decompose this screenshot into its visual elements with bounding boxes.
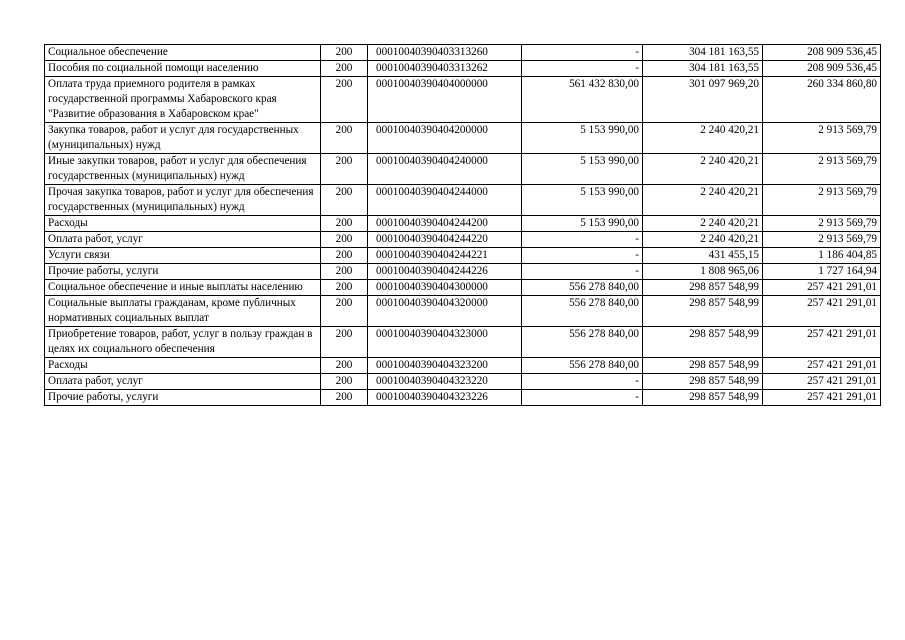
- row-plan-value-cell: -: [522, 264, 643, 280]
- row-kbk-cell: 00010040390404300000: [368, 280, 522, 296]
- row-executed-value-cell: 298 857 548,99: [643, 327, 763, 358]
- row-code-cell: 200: [321, 185, 368, 216]
- row-plan-value-cell: 5 153 990,00: [522, 123, 643, 154]
- row-code-cell: 200: [321, 280, 368, 296]
- row-remaining-value-cell: 257 421 291,01: [763, 280, 881, 296]
- table-body: [45, 45, 881, 406]
- row-code-cell: 200: [321, 61, 368, 77]
- table-row: [45, 45, 881, 61]
- row-plan-value-cell: -: [522, 61, 643, 77]
- row-remaining-value-cell: 2 913 569,79: [763, 185, 881, 216]
- row-executed-value-cell: 304 181 163,55: [643, 61, 763, 77]
- row-plan-value-cell: 556 278 840,00: [522, 280, 643, 296]
- table-row: [45, 154, 881, 185]
- row-code-cell: 200: [321, 154, 368, 185]
- row-executed-value-cell: 304 181 163,55: [643, 45, 763, 61]
- row-kbk-cell: 00010040390404320000: [368, 296, 522, 327]
- table-row: [45, 264, 881, 280]
- table-row: [45, 358, 881, 374]
- table-row: [45, 61, 881, 77]
- row-name-cell: Расходы: [45, 358, 321, 374]
- row-executed-value-cell: 2 240 420,21: [643, 232, 763, 248]
- row-remaining-value-cell: 2 913 569,79: [763, 232, 881, 248]
- row-remaining-value-cell: 2 913 569,79: [763, 216, 881, 232]
- row-executed-value-cell: 301 097 969,20: [643, 77, 763, 123]
- row-plan-value-cell: 556 278 840,00: [522, 296, 643, 327]
- row-remaining-value-cell: 1 186 404,85: [763, 248, 881, 264]
- row-name-cell: Социальное обеспечение: [45, 45, 321, 61]
- row-plan-value-cell: -: [522, 390, 643, 406]
- row-executed-value-cell: 2 240 420,21: [643, 216, 763, 232]
- row-code-cell: 200: [321, 390, 368, 406]
- row-name-cell: Прочая закупка товаров, работ и услуг для обеспечения государственных (муниципальных) нужд: [45, 185, 321, 216]
- row-kbk-cell: 00010040390404244000: [368, 185, 522, 216]
- row-kbk-cell: 00010040390404323200: [368, 358, 522, 374]
- row-kbk-cell: 00010040390404244220: [368, 232, 522, 248]
- row-plan-value-cell: 556 278 840,00: [522, 358, 643, 374]
- row-kbk-cell: 00010040390404244221: [368, 248, 522, 264]
- table-row: [45, 232, 881, 248]
- budget-table: [44, 44, 881, 406]
- row-executed-value-cell: 298 857 548,99: [643, 358, 763, 374]
- row-name-cell: Расходы: [45, 216, 321, 232]
- row-plan-value-cell: 561 432 830,00: [522, 77, 643, 123]
- row-name-cell: Услуги связи: [45, 248, 321, 264]
- table-row: [45, 77, 881, 123]
- row-kbk-cell: 00010040390404323000: [368, 327, 522, 358]
- row-name-cell: Пособия по социальной помощи населению: [45, 61, 321, 77]
- row-executed-value-cell: 2 240 420,21: [643, 123, 763, 154]
- row-remaining-value-cell: 257 421 291,01: [763, 296, 881, 327]
- row-plan-value-cell: -: [522, 248, 643, 264]
- row-kbk-cell: 00010040390403313260: [368, 45, 522, 61]
- row-executed-value-cell: 431 455,15: [643, 248, 763, 264]
- row-code-cell: 200: [321, 232, 368, 248]
- row-kbk-cell: 00010040390404200000: [368, 123, 522, 154]
- row-name-cell: Оплата работ, услуг: [45, 374, 321, 390]
- row-name-cell: Прочие работы, услуги: [45, 390, 321, 406]
- row-code-cell: 200: [321, 45, 368, 61]
- table-row: [45, 374, 881, 390]
- row-executed-value-cell: 2 240 420,21: [643, 154, 763, 185]
- row-code-cell: 200: [321, 216, 368, 232]
- table-row: [45, 280, 881, 296]
- row-remaining-value-cell: 257 421 291,01: [763, 358, 881, 374]
- table-row: [45, 123, 881, 154]
- row-code-cell: 200: [321, 248, 368, 264]
- row-executed-value-cell: 298 857 548,99: [643, 390, 763, 406]
- row-executed-value-cell: 298 857 548,99: [643, 280, 763, 296]
- row-code-cell: 200: [321, 77, 368, 123]
- row-executed-value-cell: 298 857 548,99: [643, 374, 763, 390]
- row-executed-value-cell: 298 857 548,99: [643, 296, 763, 327]
- row-kbk-cell: 00010040390404323220: [368, 374, 522, 390]
- row-remaining-value-cell: 2 913 569,79: [763, 154, 881, 185]
- row-name-cell: Закупка товаров, работ и услуг для государственных (муниципальных) нужд: [45, 123, 321, 154]
- row-kbk-cell: 00010040390404244226: [368, 264, 522, 280]
- table-row: [45, 216, 881, 232]
- row-remaining-value-cell: 2 913 569,79: [763, 123, 881, 154]
- row-kbk-cell: 00010040390404323226: [368, 390, 522, 406]
- row-plan-value-cell: -: [522, 232, 643, 248]
- row-code-cell: 200: [321, 358, 368, 374]
- row-code-cell: 200: [321, 296, 368, 327]
- row-remaining-value-cell: 260 334 860,80: [763, 77, 881, 123]
- row-plan-value-cell: -: [522, 374, 643, 390]
- row-plan-value-cell: -: [522, 45, 643, 61]
- row-plan-value-cell: 5 153 990,00: [522, 216, 643, 232]
- row-name-cell: Социальные выплаты гражданам, кроме публичных нормативных социальных выплат: [45, 296, 321, 327]
- row-plan-value-cell: 5 153 990,00: [522, 154, 643, 185]
- row-remaining-value-cell: 257 421 291,01: [763, 390, 881, 406]
- row-name-cell: Приобретение товаров, работ, услуг в пользу граждан в целях их социального обеспечения: [45, 327, 321, 358]
- row-kbk-cell: 00010040390404244200: [368, 216, 522, 232]
- row-remaining-value-cell: 257 421 291,01: [763, 327, 881, 358]
- row-remaining-value-cell: 1 727 164,94: [763, 264, 881, 280]
- row-remaining-value-cell: 208 909 536,45: [763, 45, 881, 61]
- row-executed-value-cell: 1 808 965,06: [643, 264, 763, 280]
- row-plan-value-cell: 5 153 990,00: [522, 185, 643, 216]
- row-kbk-cell: 00010040390404000000: [368, 77, 522, 123]
- table-row: [45, 296, 881, 327]
- row-kbk-cell: 00010040390404240000: [368, 154, 522, 185]
- row-executed-value-cell: 2 240 420,21: [643, 185, 763, 216]
- row-name-cell: Оплата труда приемного родителя в рамках государственной программы Хабаровского края "Развитие образования в Хабаровском крае": [45, 77, 321, 123]
- row-name-cell: Социальное обеспечение и иные выплаты населению: [45, 280, 321, 296]
- row-code-cell: 200: [321, 264, 368, 280]
- row-remaining-value-cell: 257 421 291,01: [763, 374, 881, 390]
- row-code-cell: 200: [321, 123, 368, 154]
- row-plan-value-cell: 556 278 840,00: [522, 327, 643, 358]
- table-row: [45, 185, 881, 216]
- table-row: [45, 327, 881, 358]
- table-row: [45, 390, 881, 406]
- row-name-cell: Иные закупки товаров, работ и услуг для обеспечения государственных (муниципальных) нужд: [45, 154, 321, 185]
- row-remaining-value-cell: 208 909 536,45: [763, 61, 881, 77]
- row-name-cell: Оплата работ, услуг: [45, 232, 321, 248]
- row-name-cell: Прочие работы, услуги: [45, 264, 321, 280]
- row-code-cell: 200: [321, 374, 368, 390]
- row-kbk-cell: 00010040390403313262: [368, 61, 522, 77]
- table-row: [45, 248, 881, 264]
- row-code-cell: 200: [321, 327, 368, 358]
